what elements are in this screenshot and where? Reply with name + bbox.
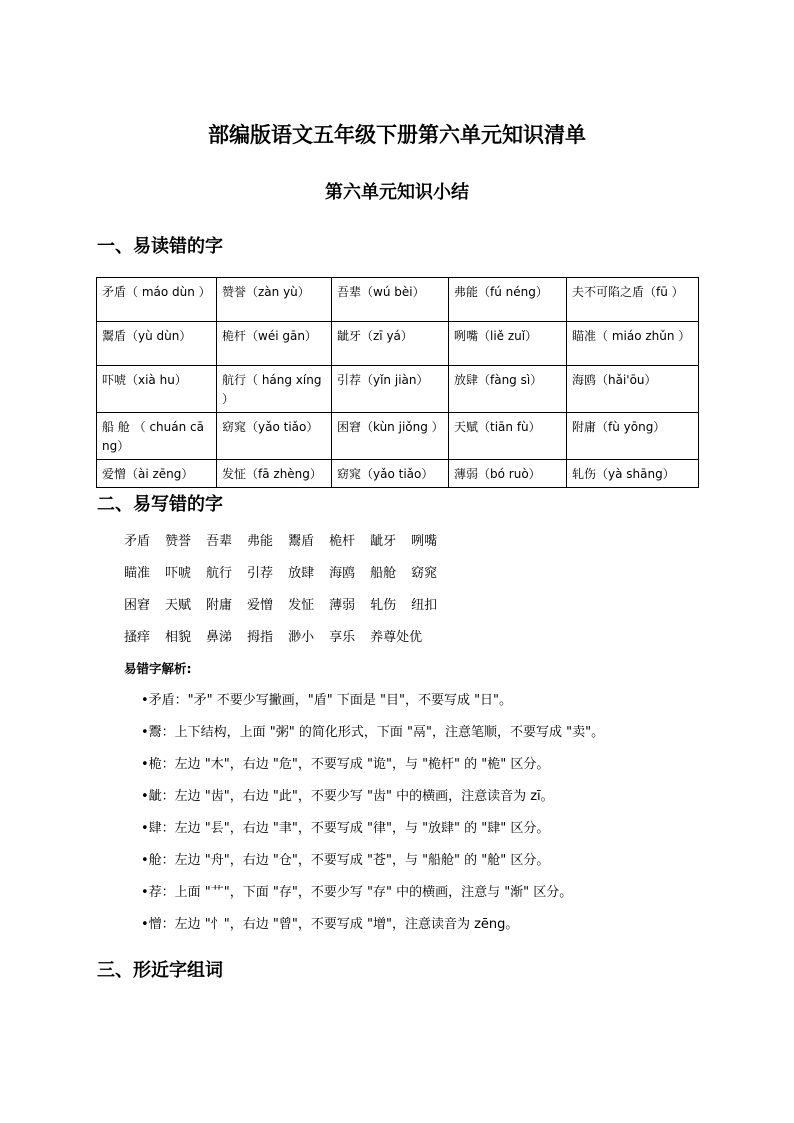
table-cell: 矛盾（ máo dùn ）	[97, 278, 217, 322]
table-cell: 船 舱 （ chuán cāng）	[97, 413, 217, 460]
analysis-item: •憎：左边 "忄"，右边 "曾"，不要写成 "增"，注意读音为 zēng。	[141, 917, 519, 932]
section-heading-similar-characters: 三、形近字组词	[97, 960, 223, 981]
table-cell: 吓唬（xià hu）	[97, 366, 217, 413]
pinyin-table	[96, 277, 699, 488]
analysis-label: 易错字解析:	[124, 661, 192, 676]
word-item: 相貌	[165, 630, 192, 645]
table-cell: 引荐（yǐn jiàn）	[332, 366, 449, 413]
analysis-item: •肆：左边 "镸"，右边 "聿"，不要写成 "律"，与 "放肆" 的 "肆" 区分。	[141, 821, 550, 836]
word-item: 船舱	[370, 566, 397, 581]
analysis-item: •矛盾："矛" 不要少写撇画，"盾" 下面是 "目"，不要写成 "日"。	[141, 693, 513, 708]
table-cell: 鬻盾（yù dùn）	[97, 322, 217, 366]
table-cell: 龇牙（zī yá）	[332, 322, 449, 366]
word-item: 咧嘴	[411, 534, 438, 549]
table-row	[97, 278, 699, 322]
word-item: 鼻涕	[206, 630, 233, 645]
table-cell: 夫不可陷之盾（fū ）	[567, 278, 699, 322]
word-item: 吓唬	[165, 566, 192, 581]
word-item: 窈窕	[411, 566, 438, 581]
table-cell: 航行（ háng xíng ）	[217, 366, 332, 413]
table-cell: 咧嘴（liě zuǐ）	[449, 322, 567, 366]
table-cell: 窈窕（yǎo tiǎo）	[332, 460, 449, 488]
word-line	[124, 563, 452, 585]
word-item: 赞誉	[165, 534, 192, 549]
document-title: 部编版语文五年级下册第六单元知识清单	[208, 123, 586, 147]
word-item: 附庸	[206, 598, 233, 613]
table-row	[97, 322, 699, 366]
word-item: 引荐	[247, 566, 274, 581]
word-line	[124, 531, 452, 553]
table-cell: 发怔（fā zhèng）	[217, 460, 332, 488]
word-item: 航行	[206, 566, 233, 581]
table-row	[97, 366, 699, 413]
word-item: 瞄准	[124, 566, 151, 581]
word-item: 轧伤	[370, 598, 397, 613]
table-cell: 瞄准（ miáo zhǔn ）	[567, 322, 699, 366]
word-line	[124, 627, 437, 649]
section-heading-easy-miswrite: 二、易写错的字	[97, 494, 223, 515]
word-item: 放肆	[288, 566, 315, 581]
analysis-item: •舱：左边 "舟"，右边 "仓"，不要写成 "苍"，与 "船舱" 的 "舱" 区分。	[141, 853, 550, 868]
word-item: 享乐	[329, 630, 356, 645]
word-item: 矛盾	[124, 534, 151, 549]
table-row	[97, 413, 699, 460]
word-item: 海鸥	[329, 566, 356, 581]
word-item: 薄弱	[329, 598, 356, 613]
word-line	[124, 595, 452, 617]
analysis-item: •鬻：上下结构，上面 "粥" 的简化形式，下面 "鬲"，注意笔顺，不要写成 "卖"。	[141, 725, 605, 740]
table-cell: 轧伤（yà shāng）	[567, 460, 699, 488]
analysis-item: •荐：上面 "艹"，下面 "存"，不要少写 "存" 中的横画，注意与 "渐" 区分。	[141, 885, 573, 900]
table-cell: 窈窕（yǎo tiǎo）	[217, 413, 332, 460]
analysis-item: •桅：左边 "木"，右边 "危"，不要写成 "诡"，与 "桅杆" 的 "桅" 区分。	[141, 757, 550, 772]
table-cell: 赞誉（zàn yù）	[217, 278, 332, 322]
word-item: 渺小	[288, 630, 315, 645]
table-cell: 附庸（fù yōng）	[567, 413, 699, 460]
table-cell: 吾辈（wú bèi）	[332, 278, 449, 322]
table-cell: 桅杆（wéi gān）	[217, 322, 332, 366]
word-item: 吾辈	[206, 534, 233, 549]
word-item: 发怔	[288, 598, 315, 613]
word-item: 天赋	[165, 598, 192, 613]
document-subtitle: 第六单元知识小结	[325, 182, 469, 203]
table-cell: 薄弱（bó ruò）	[449, 460, 567, 488]
analysis-item: •龇：左边 "齿"，右边 "此"，不要少写 "齿" 中的横画，注意读音为 zī。	[141, 789, 554, 804]
word-item: 爱憎	[247, 598, 274, 613]
word-item: 弗能	[247, 534, 274, 549]
word-item: 龇牙	[370, 534, 397, 549]
word-item: 纽扣	[411, 598, 438, 613]
section-heading-easy-misread: 一、易读错的字	[97, 236, 223, 257]
table-cell: 天赋（tiān fù）	[449, 413, 567, 460]
table-cell: 困窘（kùn jiǒng ）	[332, 413, 449, 460]
table-row	[97, 460, 699, 488]
word-item: 拇指	[247, 630, 274, 645]
table-cell: 弗能（fú néng）	[449, 278, 567, 322]
table-cell: 爱憎（ài zēng）	[97, 460, 217, 488]
table-cell: 放肆（fàng sì）	[449, 366, 567, 413]
table-cell: 海鸥（hǎi'ōu）	[567, 366, 699, 413]
word-item: 搔痒	[124, 630, 151, 645]
word-item: 困窘	[124, 598, 151, 613]
word-item: 桅杆	[329, 534, 356, 549]
word-item: 鬻盾	[288, 534, 315, 549]
word-item: 养尊处优	[370, 630, 423, 645]
